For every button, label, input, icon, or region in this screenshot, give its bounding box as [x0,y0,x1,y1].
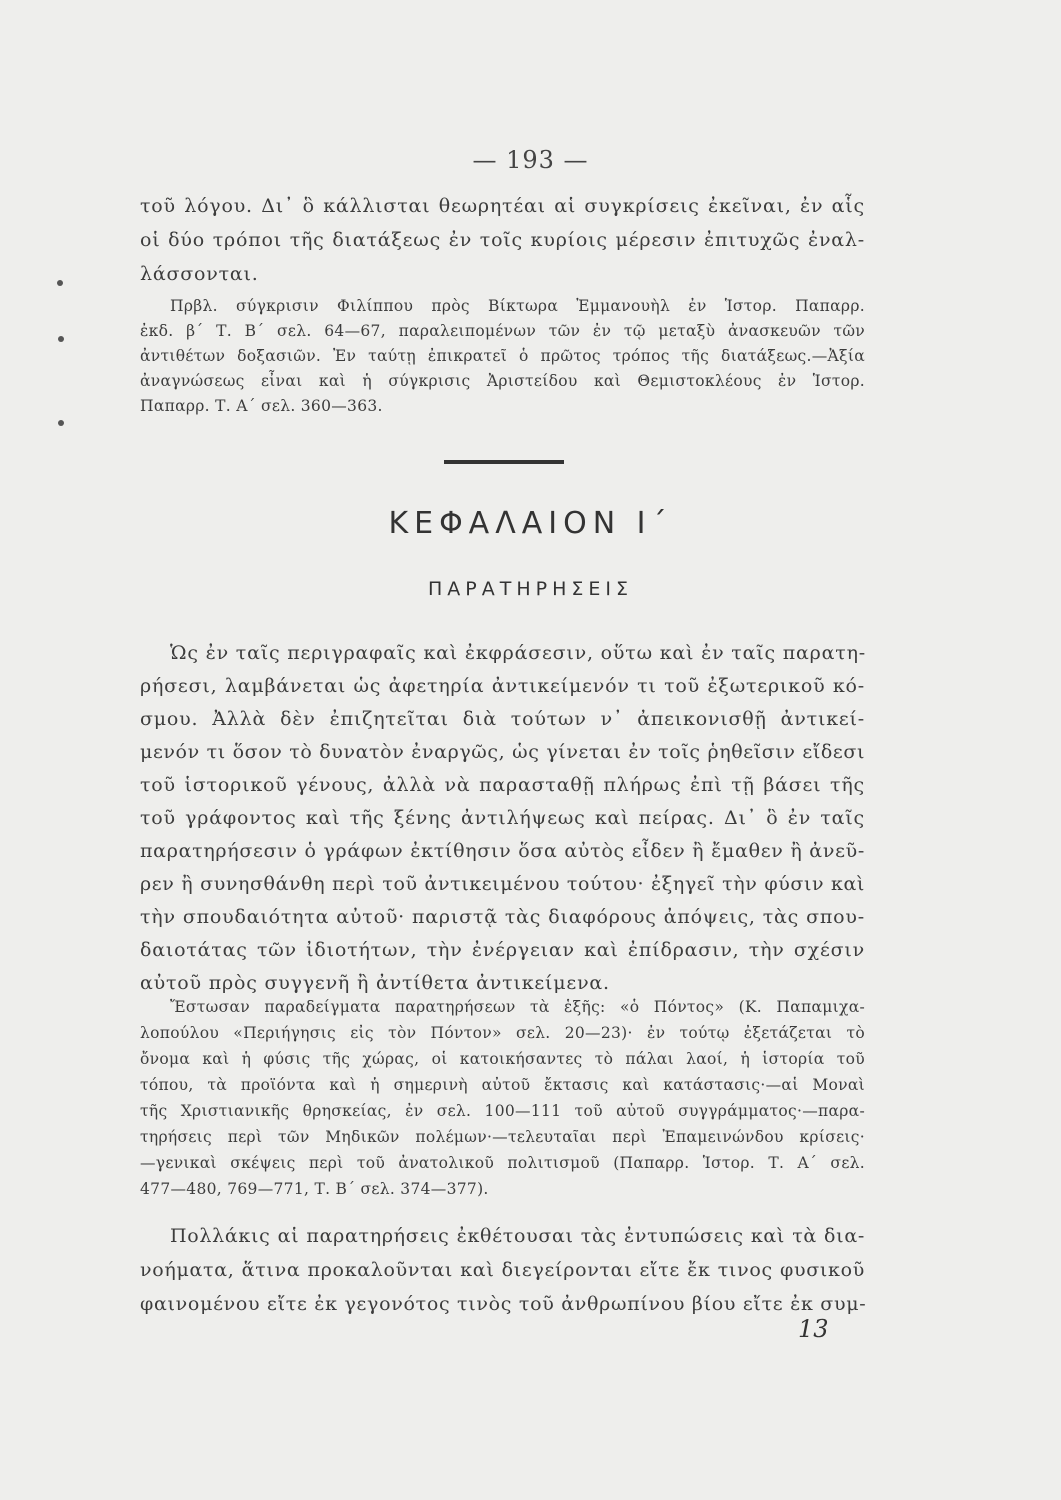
text-line: ἐκδ. β΄ Τ. Β΄ σελ. 64—67, παραλειπομένων τῶν ἐν τῷ μεταξὺ ἀνασκευῶν τῶν [140,322,865,340]
margin-mark [58,420,64,426]
text-line: 477—480, 769—771, Τ. Β΄ σελ. 374—377). [140,1180,489,1198]
text-line: ἀναγνώσεως εἶναι καὶ ἡ σύγκρισις Ἀριστείδου καὶ Θεμιστοκλέους ἐν Ἱστορ. [140,372,865,390]
text-line: τοῦ ἱστορικοῦ γένους, ἀλλὰ νὰ παρασταθῇ πλήρως ἐπὶ τῇ βάσει τῆς [140,774,865,796]
chapter-title: ΚΕΦΑΛΑΙΟΝ Ι΄ [388,506,673,541]
section-divider [444,460,564,464]
text-line: Πολλάκις αἱ παρατηρήσεις ἐκθέτουσαι τὰς ἐντυπώσεις καὶ τὰ δια- [170,1225,865,1247]
text-line: ἀντιθέτων δοξασιῶν. Ἐν ταύτῃ ἐπικρατεῖ ὁ πρῶτος τρόπος τῆς διατάξεως.—Ἀξία [140,347,865,365]
text-line: τηρήσεις περὶ τῶν Μηδικῶν πολέμων·—τελευταῖαι περὶ Ἐπαμεινώνδου κρίσεις· [140,1128,865,1146]
text-line: ρεν ἢ συνησθάνθη περὶ τοῦ ἀντικειμένου τούτου· ἐξηγεῖ τὴν φύσιν καὶ [140,873,865,895]
text-line: λοπούλου «Περιήγησις εἰς τὸν Πόντον» σελ. 20—23)· ἐν τούτῳ ἐξετάζεται τὸ [140,1024,865,1042]
text-line: οἱ δύο τρόποι τῆς διατάξεως ἐν τοῖς κυρίοις μέρεσιν ἐπιτυχῶς ἐναλ- [140,229,865,251]
text-line: Ἔστωσαν παραδείγματα παρατηρήσεων τὰ ἑξῆς: «ὁ Πόντος» (Κ. Παπαμιχα- [170,998,865,1016]
text-line: τοῦ λόγου. Δι᾽ ὃ κάλλισται θεωρητέαι αἱ συγκρίσεις ἐκεῖναι, ἐν αἷς [140,195,865,217]
text-line: —γενικαὶ σκέψεις περὶ τοῦ ἀνατολικοῦ πολιτισμοῦ (Παπαρρ. Ἱστορ. Τ. Α΄ σελ. [140,1154,865,1172]
text-line: Παπαρρ. Τ. Α΄ σελ. 360—363. [140,397,383,415]
signature-mark: 13 [798,1315,829,1343]
text-line: Ὡς ἐν ταῖς περιγραφαῖς καὶ ἐκφράσεσιν, οὕτω καὶ ἐν ταῖς παρατη- [170,642,866,664]
text-line: φαινομένου εἴτε ἐκ γεγονότος τινὸς τοῦ ἀνθρωπίνου βίου εἴτε ἐκ συμ- [140,1293,867,1315]
text-line: σμου. Ἀλλὰ δὲν ἐπιζητεῖται διὰ τούτων ν᾽ ἀπεικονισθῇ ἀντικεί- [140,708,865,730]
text-line: τὴν σπουδαιότητα αὐτοῦ· παριστᾷ τὰς διαφόρους ἀπόψεις, τὰς σπου- [140,906,865,928]
text-line: τοῦ γράφοντος καὶ τῆς ξένης ἀντιλήψεως καὶ πείρας. Δι᾽ ὃ ἐν ταῖς [140,807,865,829]
text-line: νοήματα, ἅτινα προκαλοῦνται καὶ διεγείρονται εἴτε ἔκ τινος φυσικοῦ [140,1259,865,1281]
margin-mark [57,280,63,286]
chapter-subtitle: ΠΑΡΑΤΗΡΗΣΕΙΣ [428,578,633,600]
text-line: μενόν τι ὅσον τὸ δυνατὸν ἐναργῶς, ὡς γίνεται ἐν τοῖς ῥηθεῖσιν εἴδεσι [140,741,865,763]
text-line: ρήσεσι, λαμβάνεται ὡς ἀφετηρία ἀντικείμενόν τι τοῦ ἐξωτερικοῦ κό- [140,675,865,697]
text-line: Πρβλ. σύγκρισιν Φιλίππου πρὸς Βίκτωρα Ἐμμανουὴλ ἐν Ἱστορ. Παπαρρ. [170,297,865,315]
text-line: παρατηρήσεσιν ὁ γράφων ἐκτίθησιν ὅσα αὐτὸς εἶδεν ἢ ἔμαθεν ἢ ἀνεῦ- [140,840,865,862]
text-line: ὄνομα καὶ ἡ φύσις τῆς χώρας, οἱ κατοικήσαντες τὸ πάλαι λαοί, ἡ ἱστορία τοῦ [140,1050,865,1068]
margin-mark [58,336,64,342]
text-line: αὐτοῦ πρὸς συγγενῆ ἢ ἀντίθετα ἀντικείμενα. [140,972,610,994]
text-line: δαιοτάτας τῶν ἰδιοτήτων, τὴν ἐνέργειαν καὶ ἐπίδρασιν, τὴν σχέσιν [140,939,865,961]
text-line: λάσσονται. [140,263,259,285]
text-line: τόπου, τὰ προϊόντα καὶ ἡ σημερινὴ αὐτοῦ ἔκτασις καὶ κατάστασις·—αἱ Μοναὶ [140,1076,865,1094]
page-number: — 193 — [472,146,589,174]
text-line: τῆς Χριστιανικῆς θρησκείας, ἐν σελ. 100—111 τοῦ αὐτοῦ συγγράμματος·—παρα- [140,1102,865,1120]
